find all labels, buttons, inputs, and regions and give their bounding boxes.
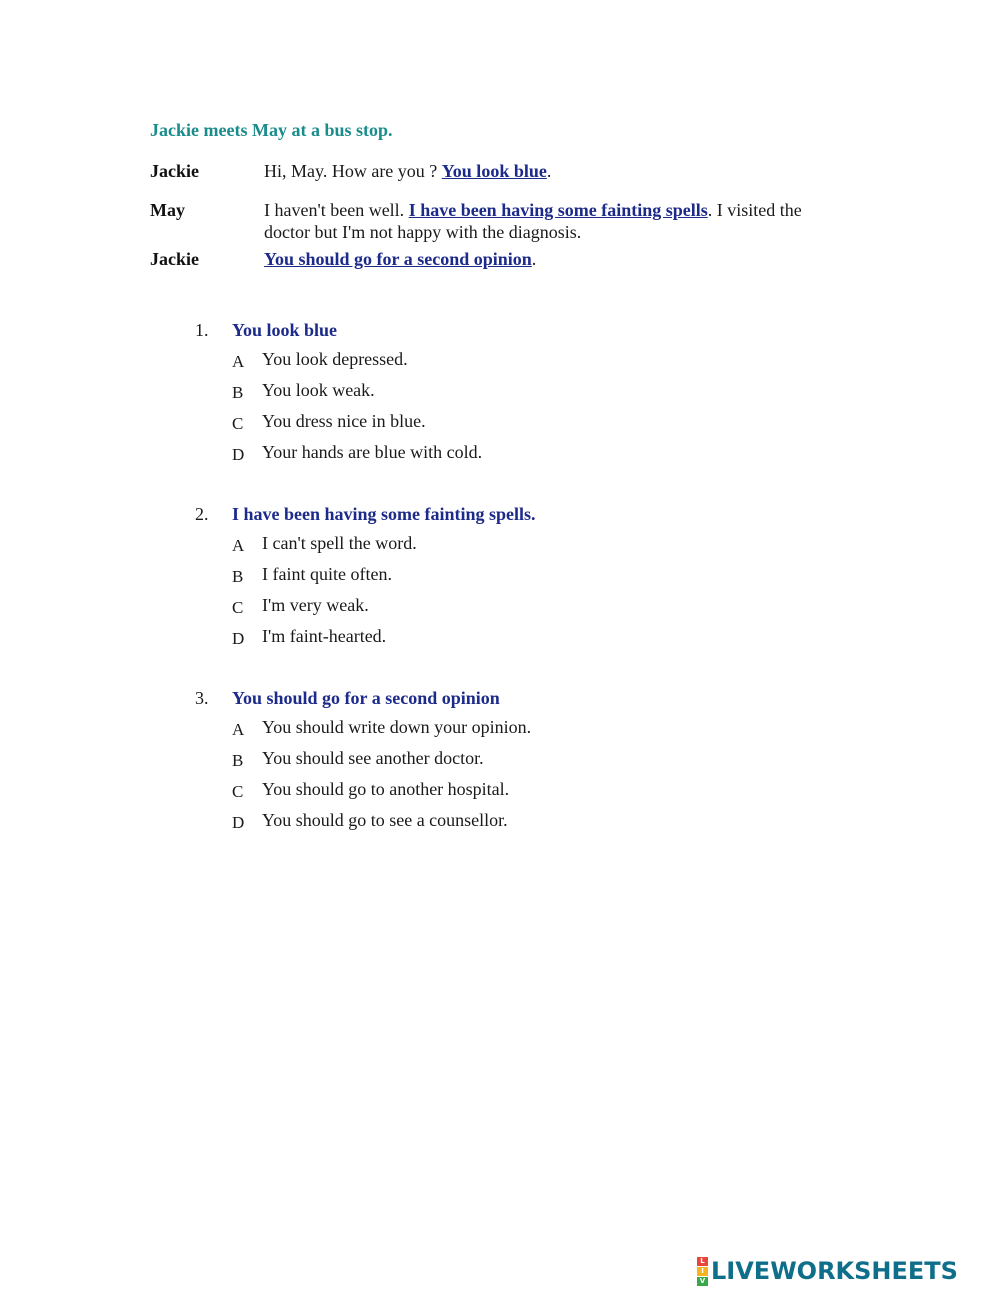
dialogue-row: [150, 248, 850, 272]
option-letter: A: [232, 352, 245, 371]
answer-option-c[interactable]: [232, 595, 732, 619]
option-letter: B: [232, 751, 244, 770]
option-letter: D: [232, 813, 245, 832]
speaker-name: Jackie: [150, 161, 199, 181]
option-text: Your hands are blue with cold.: [262, 442, 483, 462]
question-number: 2.: [195, 504, 209, 524]
dialogue-text: . I visited the doctor but I'm not happy with the diagnosis.: [264, 200, 802, 242]
option-letter: A: [232, 720, 245, 739]
option-letter: C: [232, 598, 244, 617]
dialogue-row: [150, 160, 850, 184]
highlighted-phrase: You look blue: [441, 161, 547, 181]
option-text: You look depressed.: [262, 349, 408, 369]
logo-wordmark: LIVEWORKSHEETS: [711, 1257, 958, 1285]
answer-option-b[interactable]: [232, 564, 732, 588]
answer-option-d[interactable]: [232, 626, 732, 650]
page-title: Jackie meets May at a bus stop.: [150, 120, 393, 140]
question-prompt: You look blue: [232, 320, 338, 340]
question-block: [195, 320, 795, 470]
question-prompt: I have been having some fainting spells.: [232, 504, 536, 524]
highlighted-phrase: I have been having some fainting spells: [408, 200, 708, 220]
option-text: You should see another doctor.: [262, 748, 484, 768]
question-number: 3.: [195, 688, 209, 708]
option-letter: A: [232, 536, 245, 555]
option-text: You dress nice in blue.: [262, 411, 426, 431]
highlighted-phrase: You should go for a second opinion: [264, 249, 532, 269]
answer-option-a[interactable]: [232, 533, 732, 557]
option-letter: D: [232, 445, 245, 464]
answer-option-b[interactable]: [232, 380, 732, 404]
option-text: You should write down your opinion.: [262, 717, 532, 737]
answer-option-c[interactable]: [232, 779, 732, 803]
logo-square: V: [697, 1277, 708, 1286]
dialogue-line: [264, 160, 844, 182]
option-text: You look weak.: [262, 380, 375, 400]
dialogue-text: Hi, May. How are you ?: [264, 161, 442, 181]
logo-square: I: [697, 1267, 708, 1276]
option-text: You should go to see a counsellor.: [262, 810, 508, 830]
question-prompt: You should go for a second opinion: [232, 688, 500, 708]
dialogue-line: [264, 248, 844, 270]
option-text: I'm very weak.: [262, 595, 369, 615]
question-block: [195, 504, 795, 654]
dialogue-row: [150, 199, 850, 245]
question-block: [195, 688, 795, 838]
speaker-name: May: [150, 200, 185, 220]
option-text: I faint quite often.: [262, 564, 392, 584]
dialogue-text: I haven't been well.: [264, 200, 409, 220]
logo-square: L: [697, 1257, 708, 1266]
answer-option-b[interactable]: [232, 748, 732, 772]
option-letter: C: [232, 782, 244, 801]
option-letter: C: [232, 414, 244, 433]
option-text: I can't spell the word.: [262, 533, 417, 553]
speaker-name: Jackie: [150, 249, 199, 269]
option-text: You should go to another hospital.: [262, 779, 510, 799]
dialogue-text: .: [531, 249, 537, 269]
question-number: 1.: [195, 320, 209, 340]
option-letter: B: [232, 567, 244, 586]
option-letter: B: [232, 383, 244, 402]
answer-option-a[interactable]: [232, 717, 732, 741]
answer-option-a[interactable]: [232, 349, 732, 373]
liveworksheets-logo: [697, 1256, 958, 1286]
answer-option-c[interactable]: [232, 411, 732, 435]
option-letter: D: [232, 629, 245, 648]
answer-option-d[interactable]: [232, 442, 732, 466]
logo-mark: [697, 1257, 708, 1286]
dialogue-text: .: [546, 161, 552, 181]
answer-option-d[interactable]: [232, 810, 732, 834]
dialogue-line: [264, 199, 844, 243]
option-text: I'm faint-hearted.: [262, 626, 387, 646]
